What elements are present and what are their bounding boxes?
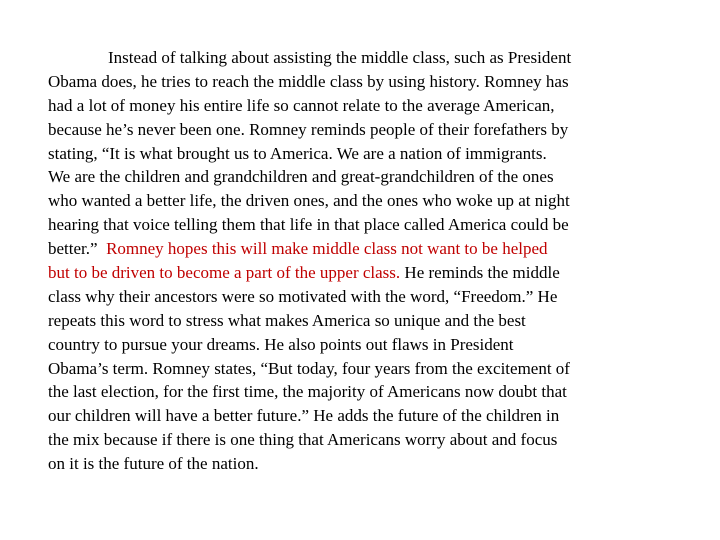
- paragraph-line-11: class why their ancestors were so motivated with the word, “Freedom.” He: [48, 286, 558, 306]
- highlighted-sentence-part-1: Romney hopes this will make middle class not want to be helped: [106, 239, 548, 259]
- paragraph-line-8: hearing that voice telling them that life in that place called America could be: [48, 215, 569, 235]
- paragraph-line-2: Obama does, he tries to reach the middle class by using history. Romney has: [48, 71, 569, 91]
- paragraph-line-16: our children will have a better future.” He adds the future of the children in: [48, 406, 560, 426]
- highlighted-sentence-part-2: but to be driven to become a part of the upper class.: [48, 263, 401, 283]
- line-10-black-text: He reminds the middle: [404, 263, 560, 283]
- paragraph-line-17: the mix because if there is one thing that Americans worry about and focus: [48, 430, 558, 450]
- paragraph-line-15: the last election, for the first time, the majority of Americans now doubt that: [48, 382, 567, 402]
- paragraph-line-12: repeats this word to stress what makes America so unique and the best: [48, 310, 526, 330]
- paragraph-line-13: country to pursue your dreams. He also points out flaws in President: [48, 334, 514, 354]
- paragraph-line-9: [48, 237, 668, 261]
- paragraph-line-18: on it is the future of the nation.: [48, 454, 259, 474]
- paragraph-line-7: who wanted a better life, the driven ones, and the ones who woke up at night: [48, 191, 570, 211]
- paragraph-line-10: [48, 261, 668, 285]
- paragraph-line-5: stating, “It is what brought us to America. We are a nation of immigrants.: [48, 143, 547, 163]
- line-9-black-text: better.”: [48, 239, 98, 259]
- paragraph-line-6: We are the children and grandchildren and great-grandchildren of the ones: [48, 167, 554, 187]
- paragraph-line-3: had a lot of money his entire life so cannot relate to the average American,: [48, 95, 555, 115]
- paragraph-line-4: because he’s never been one. Romney reminds people of their forefathers by: [48, 119, 569, 139]
- paragraph-line-14: Obama’s term. Romney states, “But today, four years from the excitement of: [48, 358, 570, 378]
- paragraph-line-1: Instead of talking about assisting the middle class, such as President: [108, 48, 572, 67]
- essay-paragraph: [48, 46, 668, 476]
